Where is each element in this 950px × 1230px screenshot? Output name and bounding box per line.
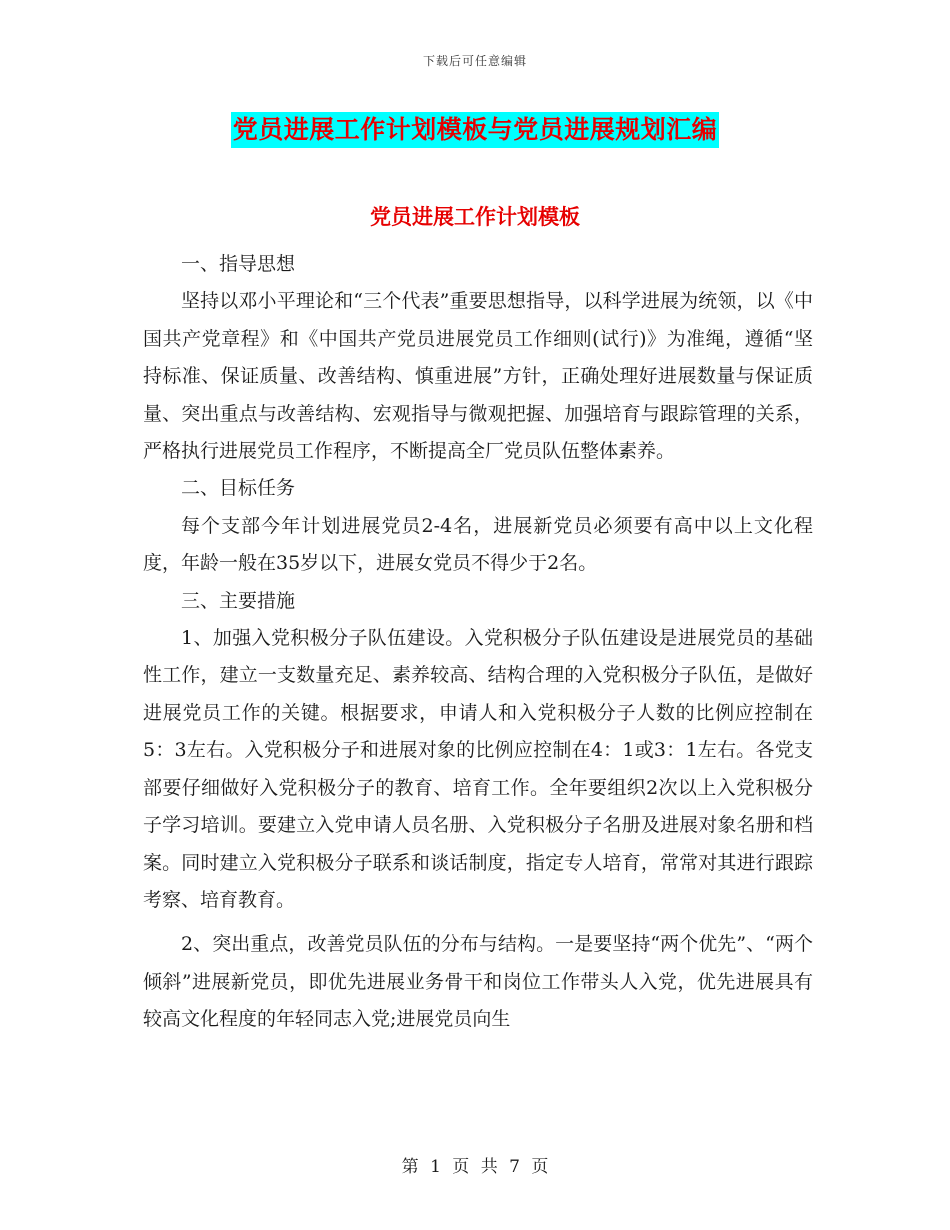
section-title: 党员进展工作计划模板 bbox=[370, 204, 580, 229]
paragraph-guiding-ideology: 坚持以邓小平理论和“三个代表”重要思想指导，以科学进展为统领，以《中国共产党章程》和《中国共产党员进展党员工作细则(试行)》为准绳，遵循“坚持标准、保证质量、改善结构、慎重进展”方针，正确处理好进展数量与保证质量、突出重点与改善结构、宏观指导与微观把握、加强培育与跟踪管理的关系，严格执行进展党员工作程序，不断提高全厂党员队伍整体素养。 bbox=[143, 290, 813, 463]
document-title: 党员进展工作计划模板与党员进展规划汇编 bbox=[231, 112, 720, 148]
page-number: 第 1 页 共 7 页 bbox=[401, 1157, 549, 1177]
paragraph-measure-2: 2、突出重点，改善党员队伍的分布与结构。一是要坚持“两个优先”、“两个倾斜”进展新党员，即优先进展业务骨干和岗位工作带头人入党，优先进展具有较高文化程度的年轻同志入党;进展党员向生 bbox=[143, 933, 813, 1031]
paragraph-measure-1: 1、加强入党积极分子队伍建设。入党积极分子队伍建设是进展党员的基础性工作，建立一支数量充足、素养较高、结构合理的入党积极分子队伍，是做好进展党员工作的关键。根据要求，申请人和入党积极分子人数的比例应控制在5：3左右。入党积极分子和进展对象的比例应控制在4：1或3：1左右。各党支部要仔细做好入党积极分子的教育、培育工作。全年要组织2次以上入党积极分子学习培训。要建立入党申请人员名册、入党积极分子名册及进展对象名册和档案。同时建立入党积极分子联系和谈话制度，指定专人培育，常常对其进行跟踪考察、培育教育。 bbox=[143, 627, 813, 911]
heading-goals: 二、目标任务 bbox=[181, 477, 296, 500]
page-header-note: 下载后可任意编辑 bbox=[422, 54, 527, 68]
document-body bbox=[143, 246, 813, 1039]
heading-guiding-ideology: 一、指导思想 bbox=[181, 253, 296, 275]
heading-measures: 三、主要措施 bbox=[181, 589, 296, 612]
document-title-container bbox=[0, 112, 950, 148]
paragraph-goals: 每个支部今年计划进展党员2-4名，进展新党员必须要有高中以上文化程度，年龄一般在35岁以下，进展女党员不得少于2名。 bbox=[143, 514, 813, 575]
